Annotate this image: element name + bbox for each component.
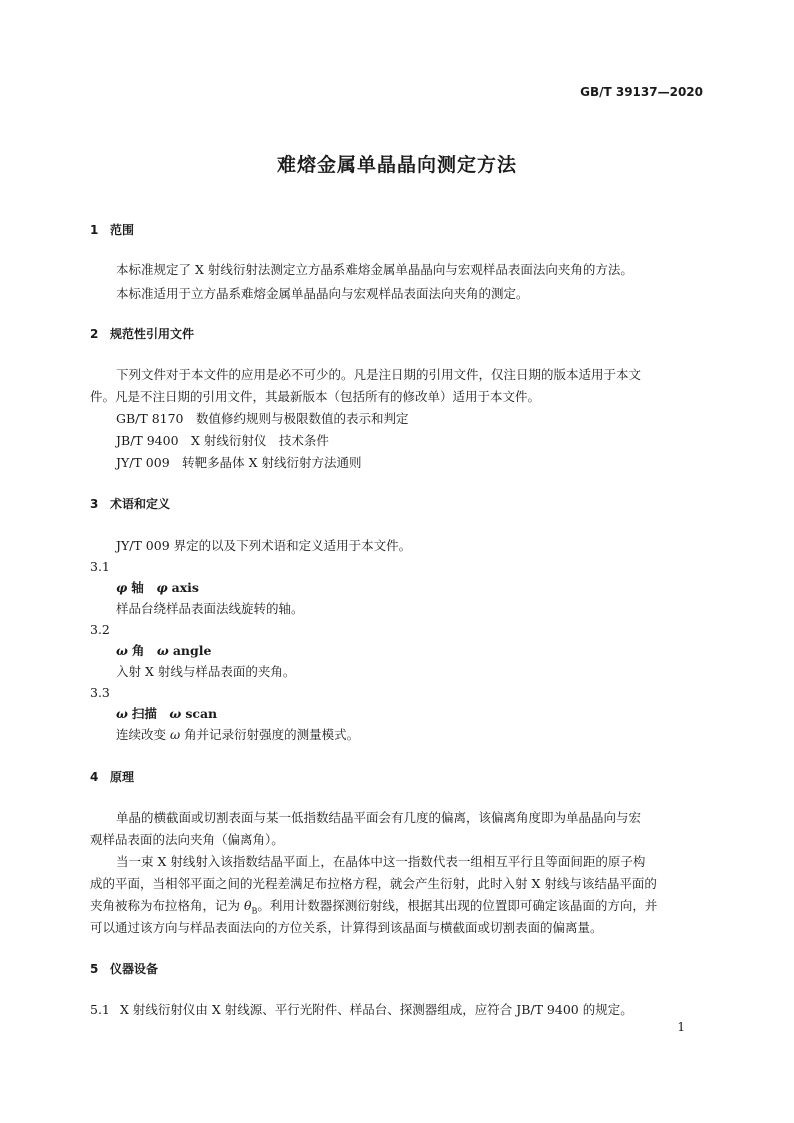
definition-symbol: ω (169, 727, 181, 742)
section-title: 术语和定义 (110, 497, 171, 511)
paragraph-continuation: 观样品表面的法向夹角（偏离角）。 (90, 832, 284, 847)
reference-item: GB/T 8170 数值修约规则与极限数值的表示和判定 (116, 411, 409, 426)
term-number: 3.1 (90, 559, 110, 574)
paragraph: 本标准适用于立方晶系难熔金属单晶晶向与宏观样品表面法向夹角的测定。 (116, 286, 529, 301)
page-number: 1 (677, 1020, 685, 1034)
section-title: 仪器设备 (110, 962, 159, 976)
paragraph: 本标准规定了 X 射线衍射法测定立方晶系难熔金属单晶晶向与宏观样品表面法向夹角的方法。 (116, 262, 633, 277)
term-entry (90, 703, 710, 725)
term-number: 3.3 (90, 685, 110, 700)
document-code: GB/T 39137—2020 (580, 85, 703, 99)
term-zh: 轴 (131, 580, 144, 595)
definition-text: 角并记录衍射强度的测量模式。 (180, 727, 360, 742)
term-symbol: ω (156, 643, 169, 658)
definition-text: 连续改变 (116, 727, 170, 742)
term-definition: 样品台绕样品表面法线旋转的轴。 (116, 601, 304, 616)
section-1-heading (90, 219, 710, 241)
term-definition (90, 724, 710, 746)
section-number: 3 (90, 497, 99, 511)
clause-number: 5.1 (90, 1002, 110, 1017)
section-3-heading (90, 493, 710, 515)
term-en: scan (185, 706, 218, 721)
section-title: 原理 (110, 770, 135, 784)
reference-item: JB/T 9400 X 射线衍射仪 技术条件 (116, 433, 329, 448)
clause-5-1 (90, 999, 710, 1021)
section-4-heading (90, 766, 710, 788)
section-number: 4 (90, 770, 99, 784)
bragg-angle-subscript: B (251, 906, 258, 916)
term-symbol: ω (169, 706, 182, 721)
section-2-heading (90, 323, 710, 345)
term-zh: 角 (131, 643, 145, 658)
term-definition: 入射 X 射线与样品表面的夹角。 (116, 664, 296, 679)
paragraph: JY/T 009 界定的以及下列术语和定义适用于本文件。 (116, 538, 412, 553)
paragraph: 当一束 X 射线射入该指数结晶平面上，在晶体中这一指数代表一组相互平行且等面间距的原子构 (116, 854, 646, 869)
section-5-heading (90, 958, 710, 980)
bragg-angle-symbol: θ (243, 898, 252, 913)
reference-item: JY/T 009 转靶多晶体 X 射线衍射方法通则 (116, 455, 362, 470)
term-en: axis (171, 580, 199, 595)
term-number: 3.2 (90, 622, 110, 637)
section-number: 2 (90, 327, 99, 341)
clause-text: X 射线衍射仪由 X 射线源、平行光附件、样品台、探测器组成，应符合 JB/T 9400 的规定。 (120, 1002, 633, 1017)
paragraph-text: 。利用计数器探测衍射线，根据其出现的位置即可确定该晶面的方向，并 (257, 898, 658, 913)
term-symbol: ω (116, 706, 128, 721)
paragraph-continuation: 成的平面，当相邻平面之间的光程差满足布拉格方程，就会产生衍射，此时入射 X 射线与该结晶平面的 (90, 876, 657, 891)
section-number: 5 (90, 962, 99, 976)
paragraph-continuation: 件。凡是不注日期的引用文件，其最新版本（包括所有的修改单）适用于本文件。 (90, 389, 541, 404)
paragraph: 单晶的横截面或切割表面与某一低指数结晶平面会有几度的偏离，该偏离角度即为单晶晶向与宏 (116, 810, 642, 825)
term-zh: 扫描 (131, 706, 157, 721)
paragraph: 下列文件对于本文件的应用是必不可少的。凡是注日期的引用文件，仅注日期的版本适用于本文 (116, 367, 642, 382)
term-entry (90, 577, 710, 599)
section-title: 范围 (110, 223, 135, 237)
paragraph-continuation: 可以通过该方向与样品表面法向的方位关系，计算得到该晶面与横截面或切割表面的偏离量。 (90, 920, 603, 935)
section-title: 规范性引用文件 (110, 327, 195, 341)
section-number: 1 (90, 223, 99, 237)
paragraph-text: 夹角被称为布拉格角，记为 (90, 898, 244, 913)
term-symbol: ω (116, 643, 128, 658)
term-en: angle (172, 643, 212, 658)
term-entry (90, 640, 710, 662)
term-symbol: φ (156, 580, 168, 595)
term-symbol: φ (116, 580, 128, 595)
document-title: 难熔金属单晶晶向测定方法 (276, 154, 517, 176)
